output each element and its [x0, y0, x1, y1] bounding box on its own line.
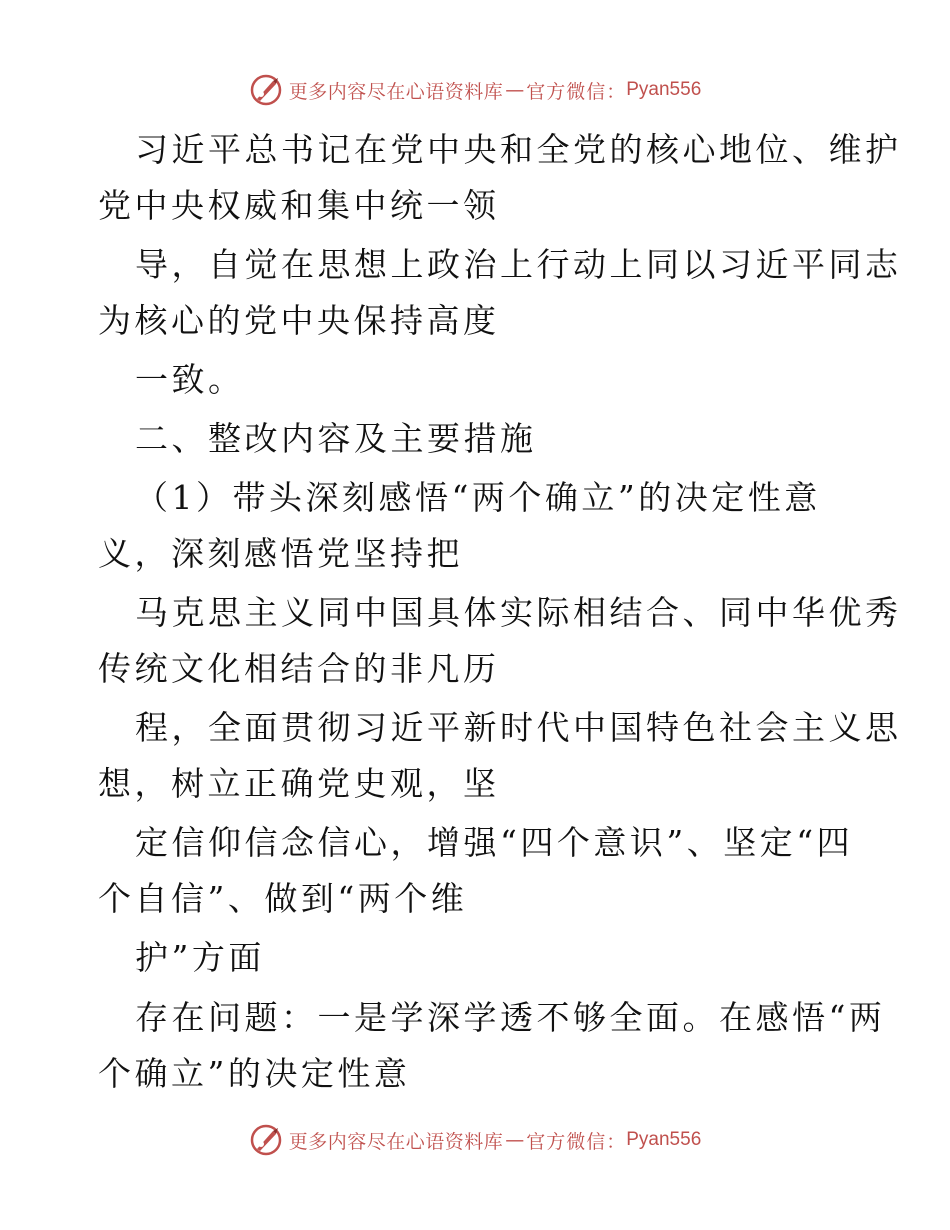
quill-logo-icon — [249, 73, 283, 107]
text-line: 党中央权威和集中统一领 — [98, 186, 500, 225]
text-line: 导，自觉在思想上政治上行动上同以习近平同志 — [135, 245, 902, 284]
quill-logo-icon — [249, 1123, 283, 1157]
watermark-official-label: 官方微信： — [526, 80, 627, 103]
text-line: 传统文化相结合的非凡历 — [98, 649, 500, 688]
text-line: 想，树立正确党史观，坚 — [98, 764, 500, 803]
text-line: 存在问题：一是学深学透不够全面。在感悟“两 — [135, 998, 886, 1037]
footer-watermark — [0, 1120, 950, 1160]
watermark-separator: — — [505, 79, 525, 101]
watermark-wechat-id: Pyan556 — [626, 1129, 702, 1150]
subsection-heading: （1）带头深刻感悟“两个确立”的决定性意 — [135, 478, 821, 517]
text-line: 为核心的党中央保持高度 — [98, 301, 500, 340]
text-line: 一致。 — [135, 360, 245, 399]
text-line: 义，深刻感悟党坚持把 — [98, 534, 463, 573]
text-line: 习近平总书记在党中央和全党的核心地位、维护 — [135, 130, 902, 169]
text-line: 马克思主义同中国具体实际相结合、同中华优秀 — [135, 593, 902, 632]
watermark-site-text: 更多内容尽在心语资料库 — [288, 1130, 504, 1153]
header-watermark — [0, 70, 950, 110]
section-heading: 二、整改内容及主要措施 — [135, 419, 537, 458]
watermark-wechat-id: Pyan556 — [626, 79, 702, 100]
watermark-site-text: 更多内容尽在心语资料库 — [288, 80, 504, 103]
text-line: 个自信”、做到“两个维 — [98, 879, 468, 918]
text-line: 定信仰信念信心，增强“四个意识”、坚定“四 — [135, 823, 854, 862]
text-line: 个确立”的决定性意 — [98, 1054, 411, 1093]
text-line: 护”方面 — [135, 938, 265, 977]
watermark-separator: — — [505, 1129, 525, 1151]
text-line: 程，全面贯彻习近平新时代中国特色社会主义思 — [135, 708, 902, 747]
watermark-official-label: 官方微信： — [526, 1130, 627, 1153]
